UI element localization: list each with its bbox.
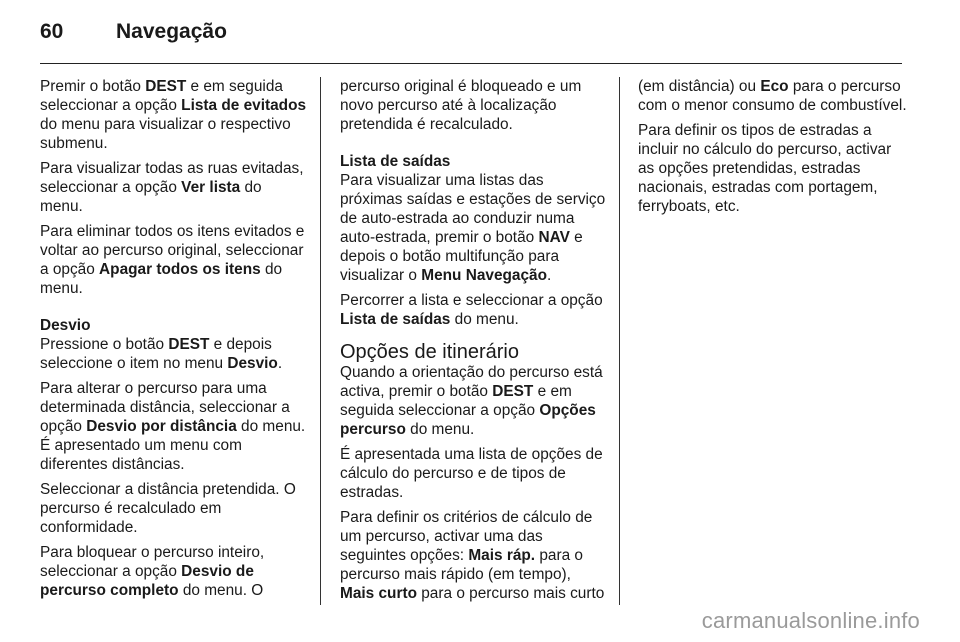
paragraph: (em distância) ou Eco para o percurso com o menor consumo de combustível.	[638, 78, 907, 114]
paragraph: Para definir os tipos de estradas a incluir no cálculo do percurso, activar as opções pretendidas, estradas nacionais, estradas com portagem, ferryboats, etc.	[638, 122, 892, 215]
page-title: Navegação	[116, 20, 227, 43]
paragraph: Para bloquear o percurso inteiro, seleccionar a opção Desvio de percurso completo do menu. O	[40, 544, 265, 599]
column-divider	[619, 77, 620, 605]
paragraph: Percorrer a lista e seleccionar a opção Lista de saídas do menu.	[340, 292, 603, 328]
paragraph: Premir o botão DEST e em seguida seleccionar a opção Lista de evitados do menu para visualizar o respectivo submenu.	[40, 78, 307, 152]
subheading-lista-de-saidas: Lista de saídas	[340, 153, 451, 170]
paragraph: É apresentada uma lista de opções de cálculo do percurso e de tipos de estradas.	[340, 446, 603, 501]
column-1	[40, 77, 308, 606]
paragraph: Para visualizar todas as ruas evitadas, seleccionar a opção Ver lista do menu.	[40, 160, 304, 215]
paragraph: Para definir os critérios de cálculo de um percurso, activar uma das seguintes opções: Mais ráp. para o percurso mais rápido (em tempo), Mais curto para o percurso mais curto	[340, 509, 605, 602]
section-title: Opções de itinerário	[340, 341, 519, 363]
subheading-desvio: Desvio	[40, 317, 91, 334]
paragraph: Pressione o botão DEST e depois seleccione o item no menu Desvio.	[40, 336, 283, 372]
paragraph: percurso original é bloqueado e um novo percurso até à localização pretendida é recalculado.	[340, 78, 582, 133]
column-2	[340, 77, 608, 609]
header-rule	[40, 63, 902, 64]
watermark: carmanualsonline.info	[701, 608, 920, 633]
paragraph: Quando a orientação do percurso está activa, premir o botão DEST e em seguida seleccionar a opção Opções percurso do menu.	[340, 364, 603, 438]
paragraph: Para alterar o percurso para uma determinada distância, seleccionar a opção Desvio por distância do menu. É apresentado um menu com diferentes distâncias.	[40, 380, 306, 473]
paragraph: Seleccionar a distância pretendida. O percurso é recalculado em conformidade.	[40, 481, 296, 536]
column-3	[638, 77, 908, 222]
page-number: 60	[40, 20, 64, 43]
paragraph: Para visualizar uma listas das próximas saídas e estações de serviço de auto-estrada ao conduzir numa auto-estrada, premir o botão NAV e depois o botão multifunção para visualizar o Menu Navegação.	[340, 172, 606, 284]
paragraph: Para eliminar todos os itens evitados e voltar ao percurso original, seleccionar a opção Apagar todos os itens do menu.	[40, 223, 305, 297]
column-divider	[320, 77, 321, 605]
